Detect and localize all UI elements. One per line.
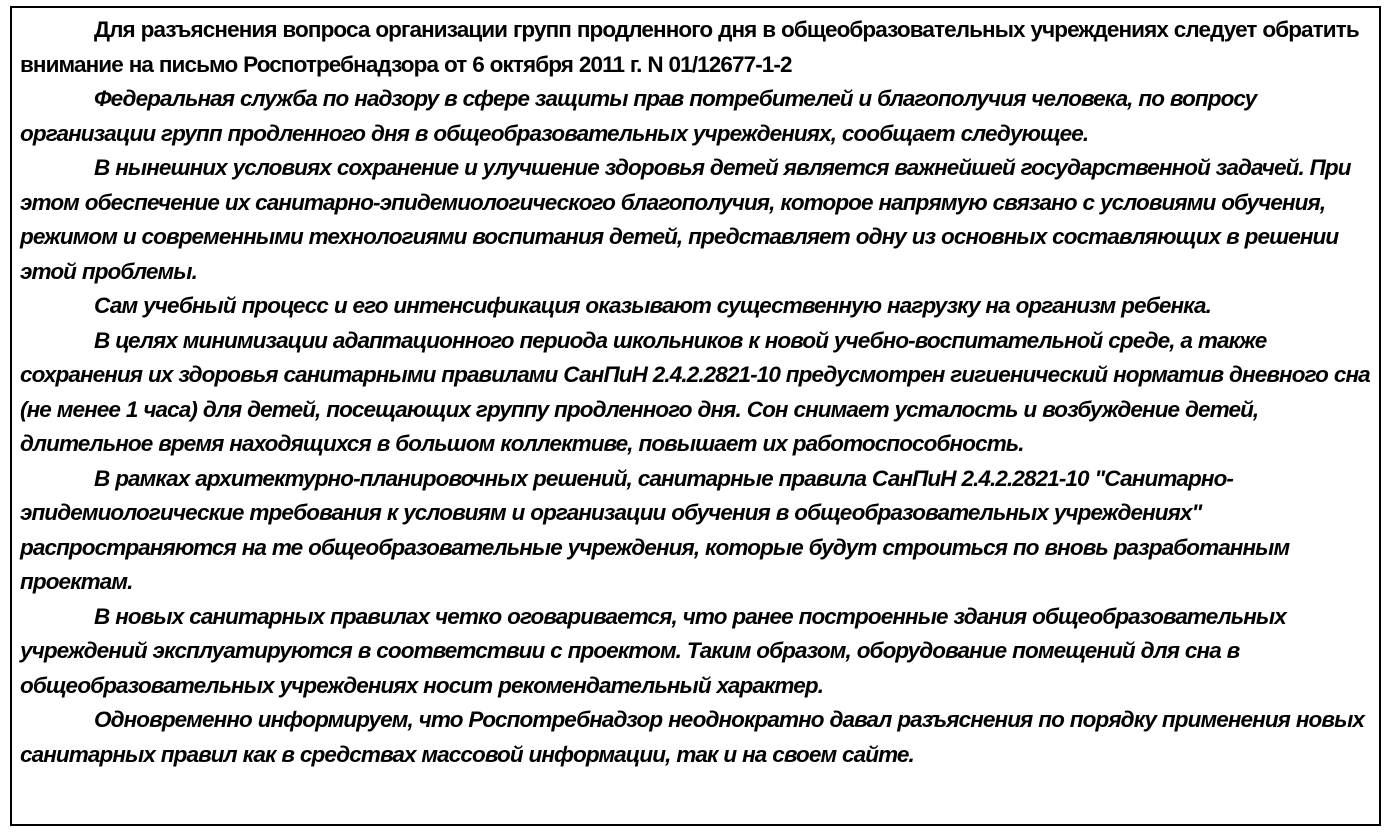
document-body (20, 13, 1380, 772)
letter-paragraph: Федеральная служба по надзору в сфере защиты прав потребителей и благополучия человека, по вопросу организации групп продленного дня в общеобразовательных учреждениях, сообщает следующее. (20, 86, 1257, 146)
letter-paragraph: В нынешних условиях сохранение и улучшение здоровья детей является важнейшей государственной задачей. При этом обеспечение их санитарно-эпидемиологического благополучия, которое напрямую связано с условиями обучения, режимом и современными технологиями воспитания детей, представляет одну из основных составляющих в решении этой проблемы. (20, 155, 1351, 284)
letter-paragraph: В новых санитарных правилах четко оговаривается, что ранее построенные здания общеобразовательных учреждений эксплуатируются в соответствии с проектом. Таким образом, оборудование помещений для сна в общеобразовательных учреждениях носит рекомендательный характер. (20, 603, 1286, 698)
letter-paragraph: Сам учебный процесс и его интенсификация оказывают существенную нагрузку на организм ребенка. (94, 293, 1211, 318)
intro-paragraph: Для разъяснения вопроса организации групп продленного дня в общеобразовательных учреждениях следует обратить внимание на письмо Роспотребнадзора от 6 октября 2011 г. N 01/12677-1-2 (20, 17, 1359, 77)
letter-paragraph: Одновременно информируем, что Роспотребнадзор неоднократно давал разъяснения по порядку применения новых санитарных правил как в средствах массовой информации, так и на своем сайте. (20, 707, 1365, 767)
letter-paragraph: В целях минимизации адаптационного периода школьников к новой учебно-воспитательной среде, а также сохранения их здоровья санитарными правилами СанПиН 2.4.2.2821-10 предусмотрен гигиенический норматив дневного сна (не менее 1 часа) для детей, посещающих группу продленного дня. Сон снимает усталость и возбуждение детей, длительное время находящихся в большом коллективе, повышает их работоспособность. (20, 327, 1370, 456)
letter-paragraph: В рамках архитектурно-планировочных решений, санитарные правила СанПиН 2.4.2.2821-10 "Санитарно-эпидемиологические требования к условиям и организации обучения в общеобразовательных учреждениях" распространяются на те общеобразовательные учреждения, которые будут строиться по вновь разработанным проектам. (20, 465, 1290, 594)
